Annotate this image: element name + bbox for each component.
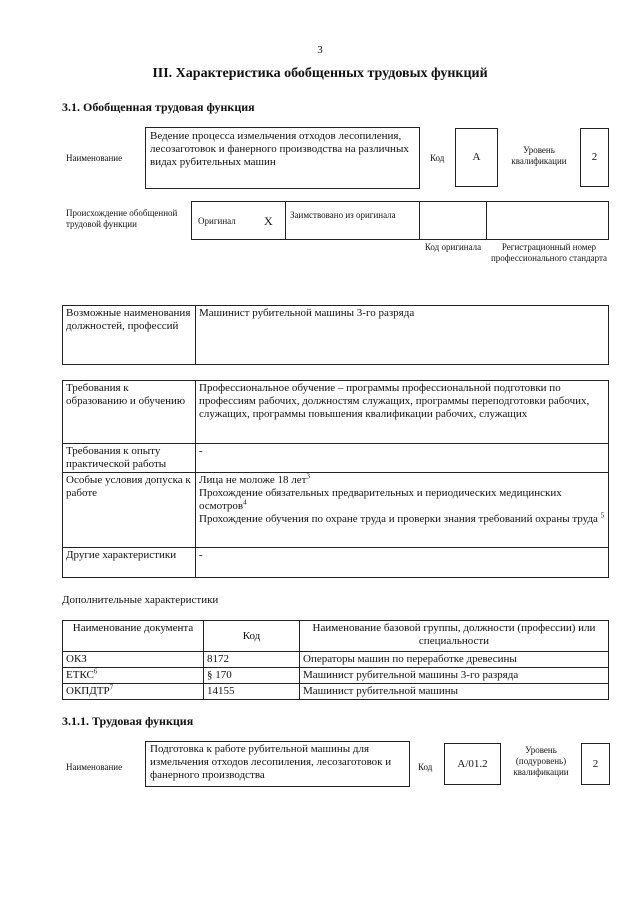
origin-box <box>191 201 609 240</box>
column-header: Наименование базовой группы, должности (профессии) или специальности <box>300 621 609 652</box>
tf-name-label: Наименование <box>66 762 123 772</box>
requirement-value <box>196 473 609 548</box>
requirement-label: Требования к опыту практической работы <box>63 444 196 473</box>
origin-original-label: Оригинал <box>198 216 236 226</box>
table-row <box>63 444 609 473</box>
column-header: Наименование документа <box>63 621 204 652</box>
column-header: Код <box>204 621 300 652</box>
table-row <box>63 381 609 444</box>
doc-cell: ЕТКС$^6$ <box>63 668 204 684</box>
gtf-level-value: 2 <box>580 128 609 187</box>
table-row <box>63 684 609 700</box>
additional-title: Дополнительные характеристики <box>62 594 219 606</box>
additional-table <box>62 620 609 700</box>
requirement-value: - <box>196 548 609 578</box>
positions-table <box>62 305 609 365</box>
name-cell: Машинист рубительной машины 3-го разряда <box>300 668 609 684</box>
section-title: 3.1. Обобщенная трудовая функция <box>62 100 255 114</box>
positions-label: Возможные наименования должностей, профессий <box>63 306 196 365</box>
divider <box>419 202 420 239</box>
requirement-value: - <box>196 444 609 473</box>
table-row <box>63 621 609 652</box>
code-cell: 14155 <box>204 684 300 700</box>
requirement-label: Требования к образованию и обучению <box>63 381 196 444</box>
gtf-name-value: Ведение процесса измельчения отходов лесопиления, лесозаготовок и фанерного производства на различных видах рубительных машин <box>145 127 420 189</box>
page-number: 3 <box>317 44 323 56</box>
footnote-ref: 4 <box>243 498 247 507</box>
footnote-ref: 5 <box>600 511 605 520</box>
table-row <box>63 473 609 548</box>
requirement-line: Лица не моложе 18 лет <box>199 474 307 486</box>
doc-cell: ОКПДТР$^7$ <box>63 684 204 700</box>
doc-cell: ОКЗ <box>63 652 204 668</box>
table-row <box>63 668 609 684</box>
gtf-level-label: Уровень квалификации <box>511 145 567 166</box>
gtf-code-value: А <box>455 128 498 187</box>
gtf-name-label: Наименование <box>66 153 123 163</box>
table-row <box>63 548 609 578</box>
tf-code-label: Код <box>418 762 433 772</box>
page-title: III. Характеристика обобщенных трудовых функций <box>152 66 488 81</box>
name-cell: Операторы машин по переработке древесины <box>300 652 609 668</box>
tf-level-label: Уровень (подуровень) квалификации <box>513 745 569 777</box>
divider <box>486 202 487 239</box>
requirement-line: Прохождение обязательных предварительных и периодических медицинских осмотров <box>199 487 562 512</box>
code-cell: § 170 <box>204 668 300 684</box>
divider <box>285 202 286 239</box>
origin-reg-caption: Регистрационный номер профессионального стандарта <box>490 242 608 263</box>
tf-level-value: 2 <box>581 743 610 785</box>
gtf-code-label: Код <box>430 153 445 163</box>
origin-code-caption: Код оригинала <box>424 242 482 252</box>
tf-code-value: А/01.2 <box>444 743 501 785</box>
requirement-label: Особые условия допуска к работе <box>63 473 196 548</box>
requirement-value: Профессиональное обучение – программы профессиональной подготовки по профессиям рабочих, должностям служащих, программы переподготовки рабочих, служащих, программы повышения квалификации рабочих, служащих <box>196 381 609 444</box>
requirements-table <box>62 380 609 578</box>
origin-borrowed-label: Заимствовано из оригинала <box>290 210 396 220</box>
footnote-ref: 3 <box>306 472 310 481</box>
origin-label: Происхождение обобщенной трудовой функции <box>66 208 178 229</box>
name-cell: Машинист рубительной машины <box>300 684 609 700</box>
origin-original-mark: Х <box>264 214 273 228</box>
requirement-label: Другие характеристики <box>63 548 196 578</box>
subsection-title: 3.1.1. Трудовая функция <box>62 714 194 728</box>
code-cell: 8172 <box>204 652 300 668</box>
table-row <box>63 652 609 668</box>
requirement-line: Прохождение обучения по охране труда и проверки знания требований охраны труда <box>199 513 598 525</box>
positions-value: Машинист рубительной машины 3-го разряда <box>196 306 609 365</box>
tf-name-value: Подготовка к работе рубительной машины для измельчения отходов лесопиления, лесозаготовок и фанерного производства <box>145 741 410 787</box>
